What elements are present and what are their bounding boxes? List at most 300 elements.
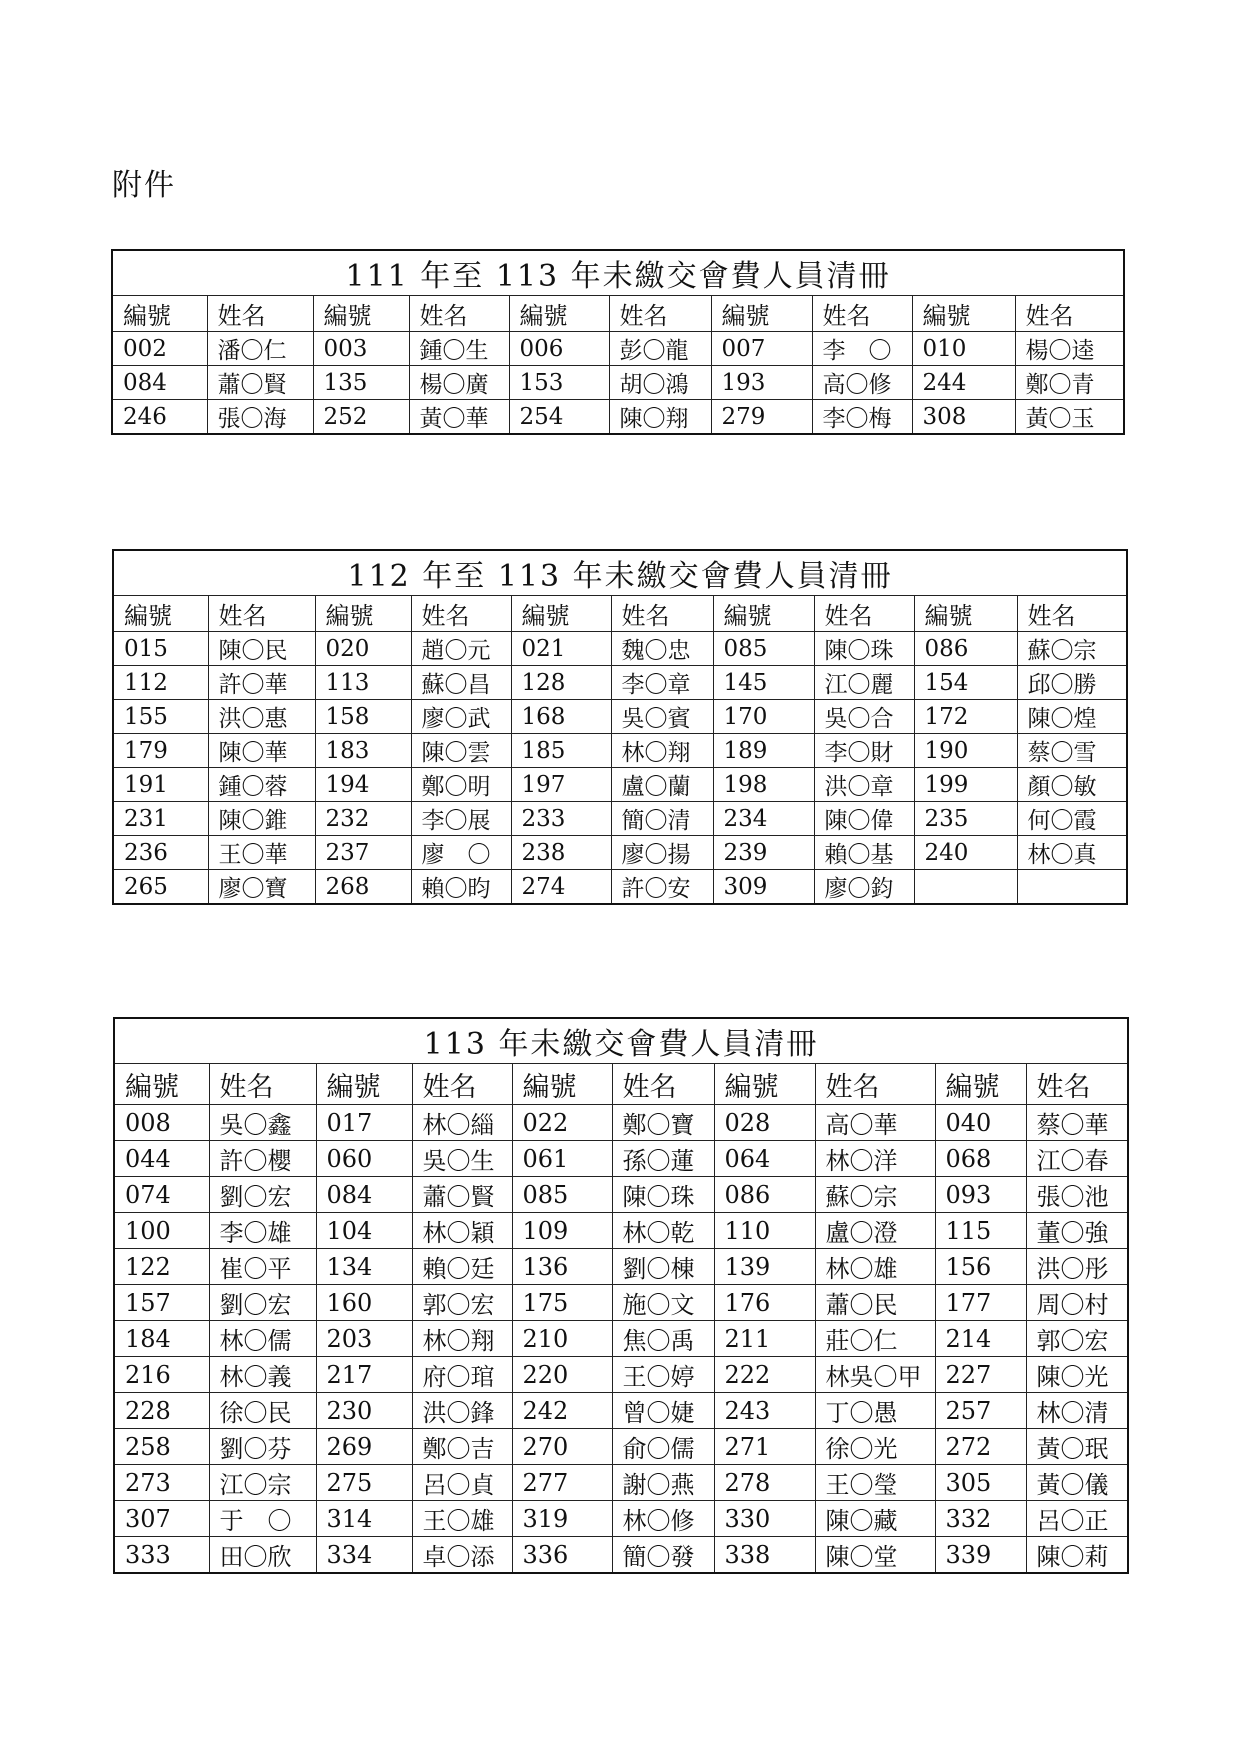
member-name-cell: 徐〇光 <box>815 1429 935 1465</box>
column-header-id: 編號 <box>935 1064 1026 1105</box>
member-id-cell: 017 <box>316 1105 412 1141</box>
member-name-cell: 吳〇合 <box>814 700 914 734</box>
member-name-cell: 林〇雄 <box>815 1249 935 1285</box>
column-header-id: 編號 <box>112 296 207 332</box>
member-name-cell: 陳〇民 <box>208 632 315 666</box>
member-name-cell: 蘇〇昌 <box>411 666 511 700</box>
member-name-cell: 劉〇芬 <box>209 1429 316 1465</box>
member-name-cell: 江〇宗 <box>209 1465 316 1501</box>
member-id-cell: 157 <box>114 1285 209 1321</box>
member-id-cell: 279 <box>711 400 812 435</box>
column-header-name: 姓名 <box>611 596 713 632</box>
member-id-cell: 314 <box>316 1501 412 1537</box>
member-id-cell: 170 <box>713 700 814 734</box>
member-id-cell: 240 <box>914 836 1017 870</box>
member-name-cell: 林〇穎 <box>412 1213 512 1249</box>
member-id-cell: 227 <box>935 1357 1026 1393</box>
member-name-cell: 許〇華 <box>208 666 315 700</box>
member-id-cell: 268 <box>315 870 411 905</box>
member-id-cell: 271 <box>714 1429 815 1465</box>
member-name-cell: 林〇真 <box>1017 836 1127 870</box>
member-id-cell: 274 <box>511 870 611 905</box>
member-name-cell: 廖〇武 <box>411 700 511 734</box>
member-id-cell: 155 <box>113 700 208 734</box>
member-name-cell: 丁〇愚 <box>815 1393 935 1429</box>
member-id-cell: 244 <box>912 366 1015 400</box>
column-header-id: 編號 <box>714 1064 815 1105</box>
member-id-cell: 230 <box>316 1393 412 1429</box>
column-header-id: 編號 <box>512 1064 612 1105</box>
member-id-cell <box>914 870 1017 905</box>
table-row <box>114 1357 1128 1393</box>
member-id-cell: 008 <box>114 1105 209 1141</box>
member-id-cell: 332 <box>935 1501 1026 1537</box>
member-name-cell: 洪〇惠 <box>208 700 315 734</box>
member-id-cell: 154 <box>914 666 1017 700</box>
member-id-cell: 214 <box>935 1321 1026 1357</box>
member-id-cell: 330 <box>714 1501 815 1537</box>
member-id-cell: 231 <box>113 802 208 836</box>
column-header-id: 編號 <box>509 296 609 332</box>
member-id-cell: 184 <box>114 1321 209 1357</box>
member-id-cell: 193 <box>711 366 812 400</box>
table-row <box>113 666 1127 700</box>
member-name-cell: 謝〇燕 <box>612 1465 714 1501</box>
member-id-cell: 307 <box>114 1501 209 1537</box>
member-name-cell: 賴〇昀 <box>411 870 511 905</box>
column-header-name: 姓名 <box>609 296 711 332</box>
member-name-cell: 江〇春 <box>1026 1141 1128 1177</box>
member-name-cell: 吳〇賓 <box>611 700 713 734</box>
member-name-cell: 楊〇廣 <box>409 366 509 400</box>
member-name-cell: 蘇〇宗 <box>815 1177 935 1213</box>
member-name-cell: 李〇章 <box>611 666 713 700</box>
member-id-cell: 139 <box>714 1249 815 1285</box>
member-name-cell: 許〇櫻 <box>209 1141 316 1177</box>
member-id-cell: 333 <box>114 1537 209 1574</box>
member-id-cell: 197 <box>511 768 611 802</box>
member-id-cell: 210 <box>512 1321 612 1357</box>
table-row <box>113 734 1127 768</box>
member-id-cell: 236 <box>113 836 208 870</box>
table-row <box>114 1213 1128 1249</box>
member-name-cell: 顏〇敏 <box>1017 768 1127 802</box>
member-name-cell: 魏〇忠 <box>611 632 713 666</box>
member-name-cell: 洪〇鋒 <box>412 1393 512 1429</box>
member-id-cell: 113 <box>315 666 411 700</box>
member-name-cell: 廖 〇 <box>411 836 511 870</box>
column-header-name: 姓名 <box>412 1064 512 1105</box>
member-name-cell: 莊〇仁 <box>815 1321 935 1357</box>
member-id-cell: 198 <box>713 768 814 802</box>
member-id-cell: 085 <box>512 1177 612 1213</box>
member-id-cell: 220 <box>512 1357 612 1393</box>
member-id-cell: 278 <box>714 1465 815 1501</box>
member-id-cell: 203 <box>316 1321 412 1357</box>
member-name-cell: 蔡〇華 <box>1026 1105 1128 1141</box>
member-id-cell: 068 <box>935 1141 1026 1177</box>
table-row <box>114 1105 1128 1141</box>
member-name-cell: 曾〇婕 <box>612 1393 714 1429</box>
member-id-cell: 336 <box>512 1537 612 1574</box>
member-id-cell: 273 <box>114 1465 209 1501</box>
column-header-name: 姓名 <box>209 1064 316 1105</box>
member-name-cell: 府〇琯 <box>412 1357 512 1393</box>
member-name-cell: 江〇麗 <box>814 666 914 700</box>
column-header-row <box>113 596 1127 632</box>
member-id-cell: 100 <box>114 1213 209 1249</box>
roster-table-113 <box>113 1017 1129 1574</box>
member-name-cell: 盧〇澄 <box>815 1213 935 1249</box>
member-name-cell: 董〇強 <box>1026 1213 1128 1249</box>
table-row <box>114 1465 1128 1501</box>
member-name-cell: 孫〇蓮 <box>612 1141 714 1177</box>
member-name-cell: 陳〇翔 <box>609 400 711 435</box>
member-id-cell: 086 <box>714 1177 815 1213</box>
column-header-id: 編號 <box>713 596 814 632</box>
table-row <box>114 1177 1128 1213</box>
member-id-cell: 190 <box>914 734 1017 768</box>
member-id-cell: 168 <box>511 700 611 734</box>
column-header-id: 編號 <box>313 296 409 332</box>
table-row <box>114 1249 1128 1285</box>
member-name-cell: 林〇清 <box>1026 1393 1128 1429</box>
member-id-cell: 109 <box>512 1213 612 1249</box>
member-id-cell: 309 <box>713 870 814 905</box>
member-name-cell: 簡〇清 <box>611 802 713 836</box>
member-name-cell: 焦〇禹 <box>612 1321 714 1357</box>
member-name-cell: 張〇池 <box>1026 1177 1128 1213</box>
member-id-cell: 308 <box>912 400 1015 435</box>
table-row <box>113 836 1127 870</box>
member-name-cell: 潘〇仁 <box>207 332 313 366</box>
member-id-cell: 265 <box>113 870 208 905</box>
table-row <box>113 700 1127 734</box>
member-name-cell: 林〇洋 <box>815 1141 935 1177</box>
member-name-cell: 卓〇添 <box>412 1537 512 1574</box>
member-name-cell: 簡〇發 <box>612 1537 714 1574</box>
column-header-name: 姓名 <box>411 596 511 632</box>
member-name-cell: 蕭〇賢 <box>207 366 313 400</box>
member-name-cell: 田〇欣 <box>209 1537 316 1574</box>
column-header-name: 姓名 <box>207 296 313 332</box>
member-id-cell: 060 <box>316 1141 412 1177</box>
member-id-cell: 238 <box>511 836 611 870</box>
column-header-id: 編號 <box>316 1064 412 1105</box>
member-name-cell: 鄭〇明 <box>411 768 511 802</box>
member-id-cell: 085 <box>713 632 814 666</box>
member-name-cell: 陳〇堂 <box>815 1537 935 1574</box>
member-id-cell: 237 <box>315 836 411 870</box>
member-id-cell: 217 <box>316 1357 412 1393</box>
member-id-cell: 135 <box>313 366 409 400</box>
member-name-cell: 林〇緇 <box>412 1105 512 1141</box>
member-name-cell: 郭〇宏 <box>1026 1321 1128 1357</box>
member-name-cell: 吳〇鑫 <box>209 1105 316 1141</box>
member-id-cell: 177 <box>935 1285 1026 1321</box>
table-row <box>114 1537 1128 1574</box>
member-name-cell: 張〇海 <box>207 400 313 435</box>
member-name-cell: 林〇義 <box>209 1357 316 1393</box>
column-header-id: 編號 <box>511 596 611 632</box>
member-id-cell: 243 <box>714 1393 815 1429</box>
column-header-name: 姓名 <box>814 596 914 632</box>
column-header-name: 姓名 <box>1015 296 1124 332</box>
member-id-cell: 194 <box>315 768 411 802</box>
attachment-label: 附件 <box>112 168 176 203</box>
member-name-cell: 鄭〇吉 <box>412 1429 512 1465</box>
member-id-cell: 334 <box>316 1537 412 1574</box>
member-name-cell: 林〇乾 <box>612 1213 714 1249</box>
member-id-cell: 074 <box>114 1177 209 1213</box>
member-name-cell: 陳〇光 <box>1026 1357 1128 1393</box>
member-name-cell: 蕭〇民 <box>815 1285 935 1321</box>
member-name-cell: 周〇村 <box>1026 1285 1128 1321</box>
table-row <box>114 1429 1128 1465</box>
member-name-cell: 鍾〇蓉 <box>208 768 315 802</box>
table-row <box>112 400 1124 435</box>
member-id-cell: 305 <box>935 1465 1026 1501</box>
member-id-cell: 246 <box>112 400 207 435</box>
member-id-cell: 269 <box>316 1429 412 1465</box>
member-name-cell: 黃〇華 <box>409 400 509 435</box>
member-id-cell: 183 <box>315 734 411 768</box>
member-name-cell: 李 〇 <box>812 332 912 366</box>
member-name-cell: 李〇財 <box>814 734 914 768</box>
member-name-cell: 陳〇煌 <box>1017 700 1127 734</box>
member-name-cell: 鍾〇生 <box>409 332 509 366</box>
member-name-cell: 楊〇逵 <box>1015 332 1124 366</box>
member-id-cell: 003 <box>313 332 409 366</box>
table-row <box>114 1141 1128 1177</box>
member-name-cell: 洪〇彤 <box>1026 1249 1128 1285</box>
column-header-name: 姓名 <box>1017 596 1127 632</box>
member-id-cell: 257 <box>935 1393 1026 1429</box>
member-name-cell: 劉〇棟 <box>612 1249 714 1285</box>
member-id-cell: 258 <box>114 1429 209 1465</box>
member-id-cell: 175 <box>512 1285 612 1321</box>
member-name-cell: 王〇華 <box>208 836 315 870</box>
member-id-cell: 235 <box>914 802 1017 836</box>
member-id-cell: 199 <box>914 768 1017 802</box>
member-name-cell: 黃〇玉 <box>1015 400 1124 435</box>
member-name-cell: 彭〇龍 <box>609 332 711 366</box>
member-id-cell: 021 <box>511 632 611 666</box>
member-id-cell: 112 <box>113 666 208 700</box>
table-row <box>113 802 1127 836</box>
member-id-cell: 275 <box>316 1465 412 1501</box>
member-id-cell: 040 <box>935 1105 1026 1141</box>
member-name-cell: 林〇儒 <box>209 1321 316 1357</box>
member-name-cell: 蕭〇賢 <box>412 1177 512 1213</box>
member-name-cell: 賴〇基 <box>814 836 914 870</box>
table-row <box>114 1393 1128 1429</box>
member-name-cell: 趙〇元 <box>411 632 511 666</box>
member-id-cell: 232 <box>315 802 411 836</box>
member-id-cell: 270 <box>512 1429 612 1465</box>
member-name-cell: 賴〇廷 <box>412 1249 512 1285</box>
member-id-cell: 272 <box>935 1429 1026 1465</box>
member-id-cell: 110 <box>714 1213 815 1249</box>
column-header-name: 姓名 <box>812 296 912 332</box>
member-name-cell: 于 〇 <box>209 1501 316 1537</box>
member-name-cell: 劉〇宏 <box>209 1285 316 1321</box>
member-id-cell: 233 <box>511 802 611 836</box>
member-id-cell: 242 <box>512 1393 612 1429</box>
member-name-cell: 陳〇藏 <box>815 1501 935 1537</box>
member-name-cell: 何〇霞 <box>1017 802 1127 836</box>
table-row <box>114 1285 1128 1321</box>
member-id-cell: 191 <box>113 768 208 802</box>
member-id-cell: 044 <box>114 1141 209 1177</box>
member-id-cell: 222 <box>714 1357 815 1393</box>
member-name-cell: 李〇梅 <box>812 400 912 435</box>
member-id-cell: 136 <box>512 1249 612 1285</box>
member-id-cell: 122 <box>114 1249 209 1285</box>
member-id-cell: 020 <box>315 632 411 666</box>
member-name-cell: 鄭〇青 <box>1015 366 1124 400</box>
member-name-cell: 許〇安 <box>611 870 713 905</box>
member-id-cell: 061 <box>512 1141 612 1177</box>
member-name-cell: 王〇瑩 <box>815 1465 935 1501</box>
member-id-cell: 086 <box>914 632 1017 666</box>
member-id-cell: 216 <box>114 1357 209 1393</box>
column-header-id: 編號 <box>113 596 208 632</box>
member-id-cell: 064 <box>714 1141 815 1177</box>
member-name-cell: 陳〇偉 <box>814 802 914 836</box>
member-id-cell: 156 <box>935 1249 1026 1285</box>
column-header-id: 編號 <box>711 296 812 332</box>
member-id-cell: 160 <box>316 1285 412 1321</box>
member-name-cell: 廖〇寶 <box>208 870 315 905</box>
member-id-cell: 084 <box>112 366 207 400</box>
member-id-cell: 189 <box>713 734 814 768</box>
table-row <box>112 332 1124 366</box>
member-name-cell: 吳〇生 <box>412 1141 512 1177</box>
member-name-cell: 陳〇珠 <box>612 1177 714 1213</box>
member-name-cell: 王〇雄 <box>412 1501 512 1537</box>
member-name-cell: 徐〇民 <box>209 1393 316 1429</box>
column-header-id: 編號 <box>315 596 411 632</box>
member-name-cell: 郭〇宏 <box>412 1285 512 1321</box>
member-name-cell: 呂〇貞 <box>412 1465 512 1501</box>
member-id-cell: 134 <box>316 1249 412 1285</box>
table-row <box>112 366 1124 400</box>
table-row <box>114 1321 1128 1357</box>
table-row <box>114 1501 1128 1537</box>
column-header-name: 姓名 <box>409 296 509 332</box>
column-header-name: 姓名 <box>612 1064 714 1105</box>
member-id-cell: 172 <box>914 700 1017 734</box>
member-id-cell: 185 <box>511 734 611 768</box>
member-name-cell: 廖〇鈞 <box>814 870 914 905</box>
member-name-cell: 陳〇珠 <box>814 632 914 666</box>
member-name-cell: 鄭〇寶 <box>612 1105 714 1141</box>
member-name-cell: 盧〇蘭 <box>611 768 713 802</box>
table-row <box>113 768 1127 802</box>
roster-table-111-113 <box>111 249 1125 435</box>
table-row <box>113 870 1127 905</box>
member-name-cell: 洪〇章 <box>814 768 914 802</box>
member-name-cell: 高〇修 <box>812 366 912 400</box>
member-name-cell: 施〇文 <box>612 1285 714 1321</box>
member-name-cell: 王〇婷 <box>612 1357 714 1393</box>
member-id-cell: 104 <box>316 1213 412 1249</box>
member-name-cell: 黃〇儀 <box>1026 1465 1128 1501</box>
member-id-cell: 338 <box>714 1537 815 1574</box>
member-name-cell: 高〇華 <box>815 1105 935 1141</box>
column-header-name: 姓名 <box>1026 1064 1128 1105</box>
member-name-cell: 陳〇莉 <box>1026 1537 1128 1574</box>
member-id-cell: 022 <box>512 1105 612 1141</box>
member-id-cell: 028 <box>714 1105 815 1141</box>
member-id-cell: 128 <box>511 666 611 700</box>
member-id-cell: 145 <box>713 666 814 700</box>
member-name-cell: 胡〇鴻 <box>609 366 711 400</box>
member-id-cell: 010 <box>912 332 1015 366</box>
member-id-cell: 002 <box>112 332 207 366</box>
member-id-cell: 153 <box>509 366 609 400</box>
column-header-id: 編號 <box>914 596 1017 632</box>
member-name-cell: 林〇翔 <box>412 1321 512 1357</box>
column-header-id: 編號 <box>912 296 1015 332</box>
member-name-cell: 林吳〇甲 <box>815 1357 935 1393</box>
member-id-cell: 015 <box>113 632 208 666</box>
member-id-cell: 176 <box>714 1285 815 1321</box>
member-id-cell: 006 <box>509 332 609 366</box>
member-id-cell: 239 <box>713 836 814 870</box>
member-id-cell: 254 <box>509 400 609 435</box>
roster-table-112-113 <box>112 549 1128 905</box>
member-id-cell: 179 <box>113 734 208 768</box>
column-header-id: 編號 <box>114 1064 209 1105</box>
member-id-cell: 211 <box>714 1321 815 1357</box>
member-name-cell: 蔡〇雪 <box>1017 734 1127 768</box>
member-name-cell: 邱〇勝 <box>1017 666 1127 700</box>
table-row <box>113 632 1127 666</box>
member-name-cell: 陳〇華 <box>208 734 315 768</box>
member-name-cell: 李〇展 <box>411 802 511 836</box>
table-title: 113 年未繳交會費人員清冊 <box>114 1018 1128 1064</box>
member-name-cell: 陳〇錐 <box>208 802 315 836</box>
member-id-cell: 277 <box>512 1465 612 1501</box>
member-name-cell: 陳〇雲 <box>411 734 511 768</box>
member-id-cell: 228 <box>114 1393 209 1429</box>
member-name-cell: 廖〇揚 <box>611 836 713 870</box>
member-name-cell: 林〇翔 <box>611 734 713 768</box>
member-id-cell: 115 <box>935 1213 1026 1249</box>
member-id-cell: 158 <box>315 700 411 734</box>
member-name-cell: 蘇〇宗 <box>1017 632 1127 666</box>
table-title: 111 年至 113 年未繳交會費人員清冊 <box>112 250 1124 296</box>
member-name-cell: 林〇修 <box>612 1501 714 1537</box>
member-id-cell: 234 <box>713 802 814 836</box>
column-header-name: 姓名 <box>815 1064 935 1105</box>
table-title: 112 年至 113 年未繳交會費人員清冊 <box>113 550 1127 596</box>
member-id-cell: 319 <box>512 1501 612 1537</box>
member-id-cell: 252 <box>313 400 409 435</box>
column-header-row <box>112 296 1124 332</box>
member-id-cell: 007 <box>711 332 812 366</box>
member-name-cell: 俞〇儒 <box>612 1429 714 1465</box>
member-id-cell: 339 <box>935 1537 1026 1574</box>
column-header-row <box>114 1064 1128 1105</box>
member-name-cell: 劉〇宏 <box>209 1177 316 1213</box>
member-id-cell: 084 <box>316 1177 412 1213</box>
member-name-cell: 呂〇正 <box>1026 1501 1128 1537</box>
column-header-name: 姓名 <box>208 596 315 632</box>
member-name-cell: 崔〇平 <box>209 1249 316 1285</box>
